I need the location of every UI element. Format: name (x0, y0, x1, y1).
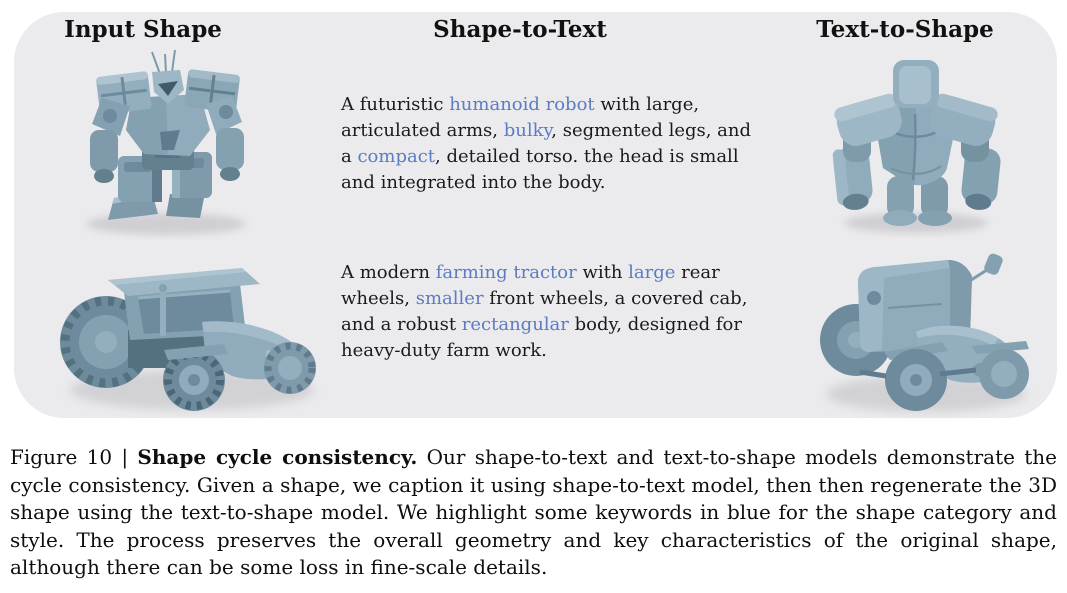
mech-robot-illustration (48, 46, 286, 240)
text-segment: with (576, 262, 629, 283)
humanoid-robot-illustration (795, 50, 1037, 238)
keyword-highlight: farming tractor (435, 262, 577, 283)
shape-to-text-caption-robot (341, 92, 753, 196)
figure-caption (10, 444, 1057, 582)
keyword-highlight: large (628, 262, 676, 283)
keyword-highlight: smaller (415, 288, 484, 309)
text-segment: , detailed torso. the head is small and integrated into the body. (341, 146, 739, 193)
text-segment: rear wheels, (341, 262, 720, 309)
keyword-highlight: rectangular (461, 314, 569, 335)
shape-to-text-caption-tractor (341, 260, 753, 364)
text-segment: , segmented legs, and a (341, 120, 752, 167)
input-tractor-render (42, 238, 330, 420)
text-segment: A futuristic (341, 94, 450, 115)
farming-tractor-illustration (42, 238, 330, 420)
text-segment: with large, articulated arms, (341, 94, 700, 141)
text-segment: Our shape-to-text and text-to-shape models demonstrate the cycle consistency. Given a shape, we caption it using shape-to-text model, then then regenerate the 3D shape using the text-to-shape model. We highlight some keywords in blue for the shape category and style. The process preserves the overall geometry and key characteristics of the original shape, although there can be some loss in fine-scale details. (10, 445, 1057, 579)
text-segment: A modern (341, 262, 436, 283)
input-robot-render (48, 46, 286, 240)
caption-bold-title: Shape cycle consistency. (137, 445, 418, 469)
regenerated-tractor-illustration (800, 238, 1048, 420)
output-robot-render (795, 50, 1037, 238)
text-segment: Figure 10 | (10, 445, 138, 469)
text-segment: body, designed for heavy-duty farm work. (341, 314, 742, 361)
column-header-text-to-shape: Text-to-Shape (816, 16, 994, 43)
column-header-shape-to-text: Shape-to-Text (433, 16, 607, 43)
keyword-highlight: compact (357, 146, 436, 167)
text-segment: front wheels, a covered cab, and a robust (341, 288, 748, 335)
column-header-input-shape: Input Shape (64, 16, 222, 43)
keyword-highlight: humanoid robot (449, 94, 595, 115)
keyword-highlight: bulky (503, 120, 552, 141)
output-tractor-render (800, 238, 1048, 420)
